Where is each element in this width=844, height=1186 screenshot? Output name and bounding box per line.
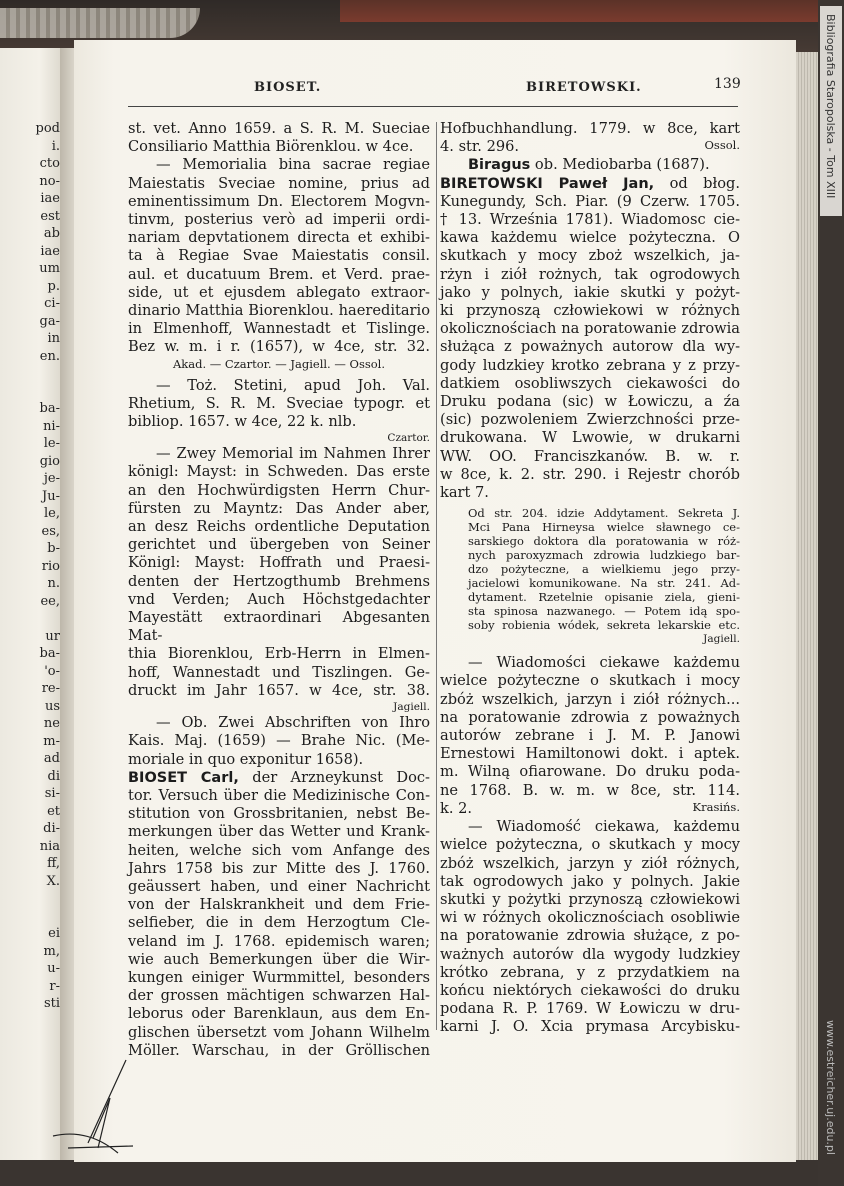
- text-line: Kais. Maj. (1659) — Brahe Nic. (Me-: [128, 732, 430, 750]
- note-line: Mci Pana Hirneysa wielce sławnego ce-: [468, 520, 740, 535]
- left-margin-fragment: Ju-: [42, 488, 60, 504]
- library-sigla: Jagiell.: [703, 633, 740, 646]
- text-line: aul. et ducatuum Brem. et Verd. prae-: [128, 265, 430, 283]
- left-margin-fragment: ga-: [39, 313, 60, 329]
- left-margin-fragment: sti: [43, 996, 60, 1011]
- left-margin-fragment: rio: [41, 558, 60, 574]
- left-margin-fragment: i.: [51, 138, 60, 154]
- left-margin-fragment: pod: [35, 121, 60, 136]
- left-margin-fragment: ei: [48, 926, 60, 941]
- text-line: karni J. O. Xcia prymasa Arcybisku-: [440, 1018, 740, 1036]
- text-line: der Arzneykunst Doc-: [238, 768, 430, 786]
- text-line: podana R. P. 1769. W Łowiczu w dru-: [440, 1000, 740, 1018]
- text-line: tor. Versuch über die Medizinische Con-: [128, 786, 430, 804]
- text-line: zbóż wszelkich, jarzyn y ziół różnych,: [440, 854, 740, 872]
- text-line: na poratowanie zdrowia służące, z po-: [440, 927, 740, 945]
- left-margin-fragment: es,: [41, 523, 60, 539]
- cross-reference: [440, 156, 740, 174]
- left-margin-fragment: r-: [49, 978, 60, 994]
- text-line: wi w różnych okolicznościach osobliwie: [440, 909, 740, 927]
- text-line: Möller. Warschau, in der Gröllischen: [128, 1041, 430, 1059]
- text-line: — Memorialia bina sacrae regiae: [156, 156, 430, 174]
- left-margin-fragment: ne: [43, 716, 60, 731]
- ribbon-strip: [340, 0, 820, 22]
- text-line: od błog.: [654, 174, 741, 192]
- library-sigla: Jagiell.: [393, 701, 430, 714]
- text-line: końcu niektórych ciekawości do druku: [440, 981, 740, 999]
- text-line: leborus oder Barenklaun, aus dem En-: [128, 1005, 430, 1023]
- library-sigla: Czartor.: [387, 432, 430, 445]
- text-line: an desz Reichs ordentliche Deputation: [128, 518, 430, 536]
- note-line: Od str. 204. idzie Addytament. Sekreta J.: [468, 506, 740, 521]
- text-line: Königl: Mayst: Hoffrath und Praesi-: [128, 554, 430, 572]
- text-line: autorów zebrane i J. M. P. Janowi: [440, 727, 740, 745]
- left-margin-fragment: ci-: [44, 296, 60, 311]
- left-margin-fragment: le-: [43, 436, 60, 451]
- text-line: okolicznościach na poratowanie zdrowia: [440, 320, 740, 338]
- text-line: thia Biorenklou, Erb-Herrn in Elmen-: [128, 645, 430, 663]
- text-line: [440, 800, 740, 818]
- lace-decoration: [0, 8, 200, 38]
- entry-heading-biragus: Biragus: [468, 157, 531, 174]
- text-line: druckt im Jahr 1657. w 4ce, str. 38.: [128, 681, 430, 699]
- left-margin-fragment: n.: [47, 576, 60, 591]
- left-margin-fragment: [0, 908, 60, 926]
- text-line: heiten, welche sich vom Anfange des: [128, 841, 430, 859]
- text-line: in Elmenhoff, Wannestadt et Tislinge.: [128, 320, 430, 338]
- text-line: ważnych autorów dla wygody ludzkiey: [440, 945, 740, 963]
- text-line: zbóż wszelkich, jarzyn i ziół różnych...: [440, 690, 740, 708]
- left-page-edge: [0, 48, 66, 1160]
- text-line: ki przynoszą człowiekowi w różnych: [440, 302, 740, 320]
- text-line: fürsten zu Mayntz: Das Ander aber,: [128, 499, 430, 517]
- left-margin-fragments: [0, 120, 60, 1013]
- left-margin-fragment: p.: [47, 278, 60, 294]
- left-margin-fragment: ee,: [40, 593, 60, 609]
- text-line: merkungen über das Wetter und Krank-: [128, 823, 430, 841]
- footnote-block: [440, 506, 740, 646]
- text-line: Jahrs 1758 bis zur Mitte des J. 1760.: [128, 859, 430, 877]
- text-line: — Wiadomość ciekawa, każdemu: [468, 818, 740, 836]
- left-margin-fragment: b-: [47, 541, 60, 556]
- left-margin-fragment: m,: [43, 943, 60, 959]
- text-line: moriale in quo exponitur 1658).: [128, 750, 364, 768]
- left-margin-fragment: est: [40, 208, 60, 224]
- text-line: WW. OO. Franciszkanów. B. w. r.: [440, 447, 740, 465]
- left-margin-fragment: [0, 610, 60, 628]
- text-line: bibliop. 1657. w 4ce, 22 k. nlb.: [128, 413, 357, 431]
- header-rule: [128, 106, 738, 107]
- text-line: geäussert haben, und einer Nachricht: [128, 877, 430, 895]
- left-margin-fragment: u-: [47, 961, 60, 976]
- text-line: veland im J. 1768. epidemisch waren;: [128, 932, 430, 950]
- text-line: na poratowanie zdrowia z poważnych: [440, 708, 740, 726]
- left-margin-fragment: cto: [39, 156, 60, 171]
- entry-bioset: [128, 769, 430, 787]
- text-fragment: k. 2.: [440, 799, 473, 817]
- left-margin-fragment: en.: [39, 348, 60, 364]
- text-line: m. Wilną ofiarowane. Do druku poda-: [440, 763, 740, 781]
- text-line: drukowana. W Lwowie, w drukarni: [440, 429, 740, 447]
- left-margin-fragment: no-: [39, 173, 60, 189]
- text-fragment: 4. str. 296.: [440, 138, 520, 156]
- column-right: [440, 120, 740, 1037]
- text-line: stitution von Grossbritanien, nebst Be-: [128, 805, 430, 823]
- text-line: krótko zebrana, y z przydatkiem na: [440, 963, 740, 981]
- left-margin-fragment: [0, 365, 60, 383]
- left-margin-fragment: gio: [39, 453, 60, 469]
- text-line: ne 1768. B. w. m. w 8ce, str. 114.: [440, 781, 740, 799]
- running-head-left: BIOSET.: [254, 80, 322, 95]
- text-line: Mayestätt extraordinari Abgesanten Mat-: [128, 609, 430, 645]
- left-margin-fragment: ff,: [47, 856, 60, 871]
- text-line: Consiliario Matthia Biörenklou. w 4ce.: [128, 138, 414, 156]
- left-margin-fragment: [0, 890, 60, 908]
- text-line: tinvm, posterius verò ad imperii ordi-: [128, 211, 430, 229]
- left-margin-fragment: ur: [45, 628, 60, 644]
- note-line: dzo pożyteczne, a wielkiemu jego przy-: [468, 562, 740, 577]
- left-margin-fragment: ba-: [39, 401, 60, 416]
- left-margin-fragment: si-: [44, 786, 60, 801]
- text-line: Kunegundy, Sch. Piar. (9 Czerw. 1705.: [440, 192, 740, 210]
- text-line: Bez w. m. i r. (1657), w 4ce, str. 32.: [128, 338, 430, 356]
- text-line: wielce pożyteczne o skutkach i mocy: [440, 672, 740, 690]
- left-margin-fragment: di-: [43, 821, 60, 836]
- text-line: — Zwey Memorial im Nahmen Ihrer: [156, 445, 430, 463]
- text-line: vnd Verden; Auch Höchstgedachter: [128, 590, 430, 608]
- left-margin-fragment: iae: [40, 191, 60, 206]
- column-left: [128, 120, 430, 1060]
- text-line: Druku podana (sic) w Łowiczu, a źa: [440, 393, 740, 411]
- page-edges: [796, 52, 818, 1160]
- left-margin-fragment: nia: [39, 838, 60, 854]
- text-line: rżyn i ziół rożnych, tak ogrodowych: [440, 265, 740, 283]
- note-line: sta spinosa nazwanego. — Potem idą spo-: [468, 604, 740, 619]
- text-line: st. vet. Anno 1659. a S. R. M. Sueciae: [128, 120, 430, 137]
- text-line: gody ludzkiey krotko zebrana y z przy-: [440, 356, 740, 374]
- text-line: wielce pożyteczna, o skutkach y mocy: [440, 836, 740, 854]
- running-head-right: BIRETOWSKI.: [526, 80, 642, 95]
- text-line: — Ob. Zwei Abschriften von Ihro: [156, 714, 430, 732]
- text-line: eminentissimum Dn. Electorem Mogvn-: [128, 192, 430, 210]
- column-rule: [436, 122, 437, 1030]
- side-url: www.estreicher.uj.edu.pl: [824, 1020, 837, 1155]
- text-line: tak ogrodowych jako y polnych. Jakie: [440, 872, 740, 890]
- page-number: 139: [714, 76, 741, 92]
- text-line: jako y polnych, iakie skutki y pożyt-: [440, 283, 740, 301]
- left-margin-fragment: ba-: [39, 646, 60, 661]
- left-margin-fragment: X.: [46, 873, 60, 889]
- left-margin-fragment: ad: [43, 751, 60, 766]
- left-margin-fragment: re-: [41, 681, 60, 696]
- text-line: kawa każdemu wielce pożyteczna. O: [440, 229, 740, 247]
- note-line: jacielowi komunikowane. Na str. 241. Ad-: [468, 576, 740, 591]
- text-line: † 13. Września 1781). Wiadomosc cie-: [440, 211, 740, 229]
- entry-biretowski: [440, 175, 740, 193]
- text-line: [440, 138, 740, 156]
- left-margin-fragment: di: [47, 768, 60, 784]
- left-margin-fragment: iae: [40, 243, 60, 259]
- text-line: selfieber, die in dem Herzogtum Cle-: [128, 914, 430, 932]
- text-line: Rhetium, S. R. M. Sveciae typogr. et: [128, 394, 430, 412]
- left-margin-fragment: le,: [44, 506, 60, 521]
- left-margin-fragment: je-: [43, 471, 60, 486]
- left-margin-fragment: ab: [43, 226, 60, 241]
- left-margin-fragment: in: [47, 331, 60, 346]
- text-line: — Toż. Stetini, apud Joh. Val.: [156, 376, 430, 394]
- entry-heading-bioset: BIOSET Carl,: [128, 769, 239, 786]
- left-margin-fragment: [0, 383, 60, 401]
- text-line: Ernestowi Hamiltonowi dokt. i aptek.: [440, 745, 740, 763]
- text-line: königl: Mayst: in Schweden. Das erste: [128, 463, 430, 481]
- text-line: Maiestatis Sveciae nomine, prius ad: [128, 174, 430, 192]
- text-line: side, ut et ejusdem ablegato extraor-: [128, 283, 430, 301]
- text-line: Hofbuchhandlung. 1779. w 8ce, kart: [440, 120, 740, 137]
- left-margin-fragment: 'o-: [44, 663, 60, 679]
- text-line: datkiem osobliwszych ciekawości do: [440, 374, 740, 392]
- text-line: skutkach y mocy zboż wszelkich, ja-: [440, 247, 740, 265]
- text-line: glischen übersetzt vom Johann Wilhelm: [128, 1023, 430, 1041]
- signature-mark: [48, 1058, 138, 1158]
- left-margin-fragment: m-: [43, 733, 60, 749]
- book-page: [74, 40, 796, 1162]
- text-line: der grossen mächtigen schwarzen Hal-: [128, 987, 430, 1005]
- text-line: — Wiadomości ciekawe każdemu: [468, 654, 740, 672]
- text-line: an den Hochwürdigsten Herrn Chur-: [128, 481, 430, 499]
- text-line: służąca z poważnych autorow dla wy-: [440, 338, 740, 356]
- note-line: soby robienia wódek, sekreta lekarskie etc.: [468, 618, 740, 633]
- text-line: dinario Matthia Biorenklou. haereditario: [128, 302, 430, 320]
- left-margin-fragment: et: [47, 803, 60, 819]
- side-title: Bibliografia Staropolska - Tom XIII: [824, 14, 837, 199]
- text-line: hoff, Wannestadt und Tiszlingen. Ge-: [128, 663, 430, 681]
- left-margin-fragment: um: [39, 261, 60, 276]
- text-line: (sic) pozwoleniem Zwierzchności prze-: [440, 411, 740, 429]
- text-line: ta à Regiae Svae Maiestatis consil.: [128, 247, 430, 265]
- text-line: nariam depvtationem directa et exhibi-: [128, 229, 430, 247]
- text-line: kart 7.: [440, 484, 489, 502]
- left-margin-fragment: ni-: [43, 418, 60, 434]
- text-line: gerichtet und übergeben von Seiner: [128, 536, 430, 554]
- text-line: wie auch Bemerkungen über die Wir-: [128, 950, 430, 968]
- text-line: kungen einiger Wurmmittel, besonders: [128, 968, 430, 986]
- left-margin-fragment: us: [44, 698, 60, 714]
- note-line: sarskiego doktora dla poratowania w róż-: [468, 534, 740, 549]
- library-sigla: Ossol.: [704, 138, 740, 153]
- text-line: skutki y pożytki przynoszą człowiekowi: [440, 890, 740, 908]
- library-sigla: Krasińs.: [692, 799, 740, 814]
- note-line: nych paroxyzmach zdrowia ludzkiego bar-: [468, 548, 740, 563]
- text-line: w 8ce, k. 2. str. 290. i Rejestr chorób: [440, 465, 740, 483]
- note-line: dytament. Rzetelnie opisanie ziela, gieni-: [468, 590, 740, 605]
- library-sigla: Akad. — Czartor. — Jagiell. — Ossol.: [172, 356, 386, 371]
- entry-heading-biretowski: BIRETOWSKI Paweł Jan,: [440, 175, 655, 192]
- text-line: von der Halskrankheit und dem Frie-: [128, 896, 430, 914]
- text-line: ob. Mediobarba (1687).: [530, 156, 710, 174]
- text-line: denten der Hertzogthumb Brehmens: [128, 572, 430, 590]
